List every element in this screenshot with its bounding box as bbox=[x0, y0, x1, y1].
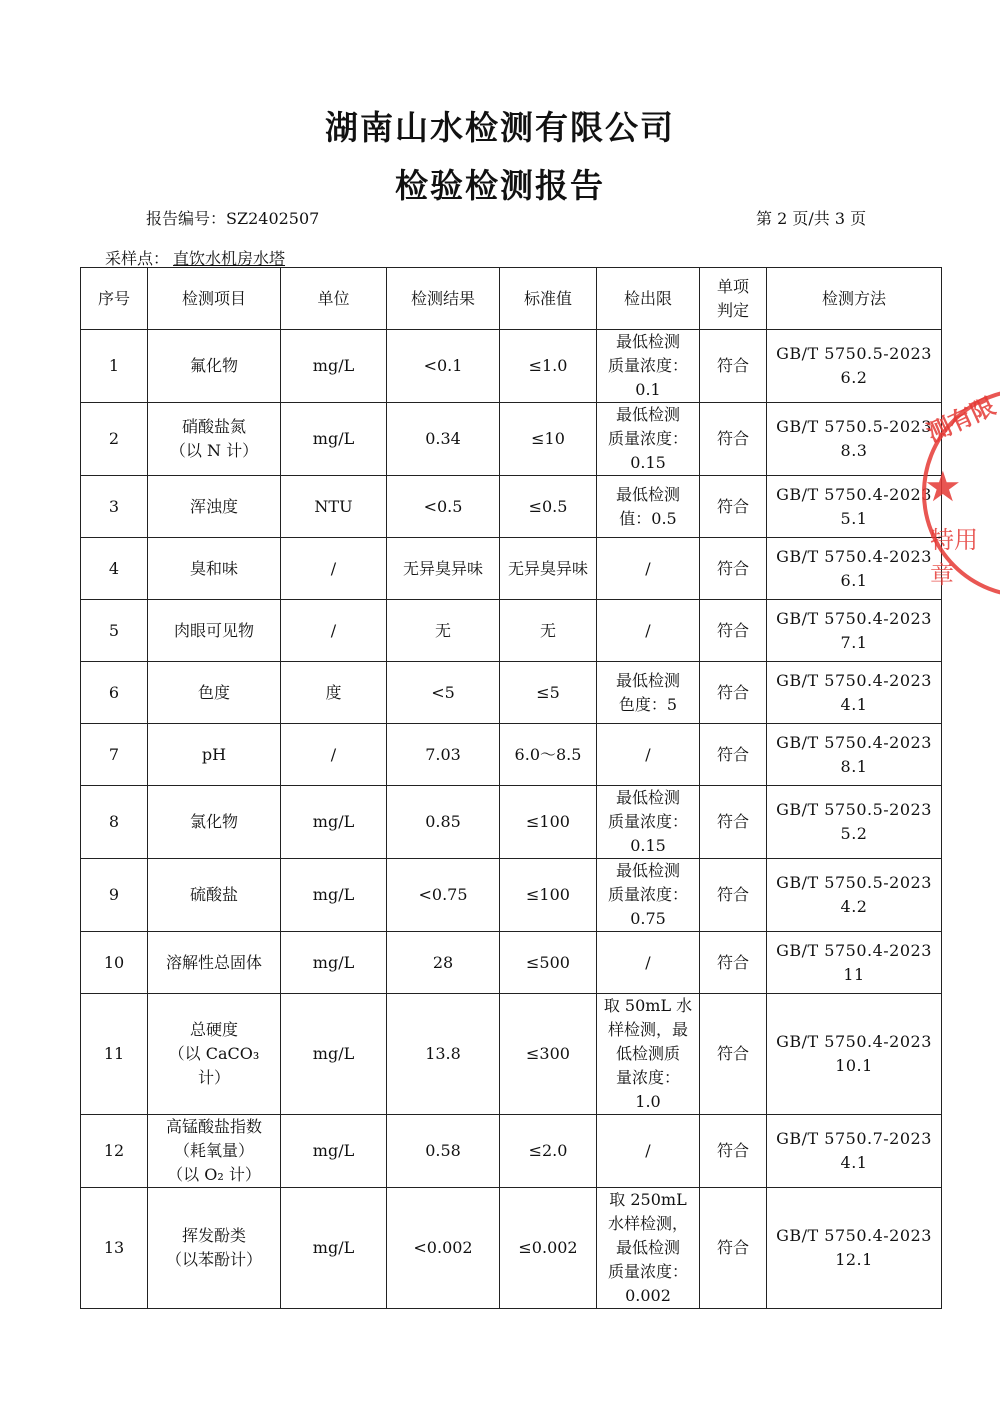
cell-verdict: 符合 bbox=[700, 538, 767, 600]
cell-no: 7 bbox=[81, 724, 148, 786]
cell-method-line: 10.1 bbox=[835, 1056, 873, 1075]
table-row bbox=[81, 932, 942, 994]
sampling-value: 直饮水机房水塔 bbox=[173, 249, 286, 268]
cell-method-line: GB/T 5750.5-2023 bbox=[776, 873, 932, 892]
cell-limit-line: 最低检测 bbox=[615, 332, 680, 351]
table-row bbox=[81, 600, 942, 662]
cell-method-line: 11 bbox=[843, 964, 865, 984]
cell-method-line: GB/T 5750.4-2023 bbox=[776, 940, 932, 960]
cell-method bbox=[767, 538, 942, 600]
page-indicator: 第 2 页/共 3 页 bbox=[756, 209, 867, 228]
table-row bbox=[81, 662, 942, 724]
cell-verdict: 符合 bbox=[700, 403, 767, 476]
table-row bbox=[81, 859, 942, 932]
cell-limit bbox=[597, 600, 700, 662]
cell-standard: ≤0.002 bbox=[500, 1188, 597, 1309]
cell-limit-line: 最低检测 bbox=[615, 1238, 680, 1257]
cell-no: 12 bbox=[81, 1115, 148, 1188]
cell-method-line: GB/T 5750.4-2023 bbox=[776, 1032, 932, 1051]
cell-item bbox=[148, 786, 281, 859]
col-header-unit: 单位 bbox=[281, 268, 387, 330]
cell-limit-line: 质量浓度： bbox=[607, 885, 688, 904]
cell-no: 11 bbox=[81, 994, 148, 1115]
cell-standard: 6.0～8.5 bbox=[500, 724, 597, 786]
cell-no: 2 bbox=[81, 403, 148, 476]
cell-limit-line: 0.002 bbox=[625, 1286, 671, 1305]
sampling-point bbox=[105, 246, 285, 269]
cell-standard: 无异臭异味 bbox=[500, 538, 597, 600]
cell-item-line: 溶解性总固体 bbox=[165, 952, 262, 972]
cell-no: 13 bbox=[81, 1188, 148, 1309]
cell-method bbox=[767, 1188, 942, 1309]
cell-standard: ≤10 bbox=[500, 403, 597, 476]
cell-standard: ≤300 bbox=[500, 994, 597, 1115]
cell-limit-line: / bbox=[645, 620, 651, 640]
cell-item-line: 氟化物 bbox=[189, 356, 238, 375]
cell-unit: NTU bbox=[281, 476, 387, 538]
cell-standard: ≤100 bbox=[500, 786, 597, 859]
cell-item bbox=[148, 476, 281, 538]
cell-unit: mg/L bbox=[281, 1115, 387, 1188]
cell-limit bbox=[597, 786, 700, 859]
cell-method-line: GB/T 5750.4-2023 bbox=[776, 670, 932, 690]
cell-result: 0.34 bbox=[387, 403, 500, 476]
cell-result: 0.85 bbox=[387, 786, 500, 859]
report-number: 报告编号：SZ2402507 bbox=[146, 209, 320, 228]
cell-method-line: 4.2 bbox=[840, 897, 868, 916]
cell-result: 7.03 bbox=[387, 724, 500, 786]
cell-item bbox=[148, 994, 281, 1115]
cell-limit-line: 0.1 bbox=[635, 380, 661, 399]
cell-limit-line: 最低检测 bbox=[615, 405, 680, 424]
cell-limit-line: 0.75 bbox=[630, 909, 666, 928]
cell-unit: 度 bbox=[281, 662, 387, 724]
cell-verdict: 符合 bbox=[700, 662, 767, 724]
cell-method-line: GB/T 5750.5-2023 bbox=[776, 344, 932, 363]
cell-result: <0.002 bbox=[387, 1188, 500, 1309]
cell-unit: mg/L bbox=[281, 994, 387, 1115]
results-table bbox=[80, 267, 942, 1309]
cell-item bbox=[148, 330, 281, 403]
cell-limit bbox=[597, 330, 700, 403]
cell-limit-line: / bbox=[645, 558, 651, 578]
cell-standard: ≤1.0 bbox=[500, 330, 597, 403]
cell-unit: mg/L bbox=[281, 330, 387, 403]
cell-method bbox=[767, 476, 942, 538]
cell-standard: ≤500 bbox=[500, 932, 597, 994]
cell-no: 5 bbox=[81, 600, 148, 662]
cell-verdict: 符合 bbox=[700, 330, 767, 403]
cell-method-line: GB/T 5750.5-2023 bbox=[776, 417, 932, 436]
cell-method bbox=[767, 932, 942, 994]
cell-method-line: GB/T 5750.4-2023 bbox=[776, 1226, 932, 1245]
cell-limit-line: 取 250mL bbox=[609, 1190, 687, 1209]
cell-method bbox=[767, 859, 942, 932]
cell-item-line: 臭和味 bbox=[189, 558, 238, 578]
cell-limit bbox=[597, 1188, 700, 1309]
cell-limit-line: 量浓度： bbox=[615, 1068, 680, 1087]
cell-limit-line: 质量浓度： bbox=[607, 1262, 688, 1281]
cell-limit-line: 质量浓度： bbox=[607, 356, 688, 375]
cell-item-line: 硫酸盐 bbox=[189, 885, 238, 904]
cell-method-line: 5.1 bbox=[840, 508, 868, 528]
cell-method-line: 6.2 bbox=[840, 368, 868, 387]
cell-limit bbox=[597, 724, 700, 786]
cell-unit: mg/L bbox=[281, 1188, 387, 1309]
cell-method-line: 4.1 bbox=[840, 694, 868, 714]
cell-verdict: 符合 bbox=[700, 1115, 767, 1188]
table-row bbox=[81, 1188, 942, 1309]
cell-limit-line: 0.15 bbox=[630, 453, 666, 472]
table-row bbox=[81, 994, 942, 1115]
cell-limit-line: 最低检测 bbox=[615, 484, 680, 504]
cell-item-line: （以 N 计） bbox=[169, 441, 259, 460]
cell-standard: ≤2.0 bbox=[500, 1115, 597, 1188]
cell-item bbox=[148, 724, 281, 786]
cell-method-line: 12.1 bbox=[835, 1250, 873, 1269]
sampling-label: 采样点： bbox=[105, 249, 170, 268]
cell-limit-line: 值：0.5 bbox=[619, 508, 677, 528]
cell-limit-line: 最低检测 bbox=[615, 861, 680, 880]
table-body bbox=[81, 330, 942, 1309]
table-row bbox=[81, 786, 942, 859]
cell-item-line: 硝酸盐氮 bbox=[181, 417, 246, 436]
cell-limit-line: 取 50mL 水 bbox=[603, 996, 693, 1015]
cell-limit bbox=[597, 538, 700, 600]
cell-item bbox=[148, 600, 281, 662]
cell-limit bbox=[597, 859, 700, 932]
table-header-row bbox=[81, 268, 942, 330]
cell-limit-line: 最低检测 bbox=[615, 788, 680, 807]
col-header-standard: 标准值 bbox=[500, 268, 597, 330]
cell-unit: / bbox=[281, 724, 387, 786]
col-header-no: 序号 bbox=[81, 268, 148, 330]
cell-item-line: （以 CaCO₃ bbox=[168, 1044, 260, 1063]
table-row bbox=[81, 476, 942, 538]
report-title: 检验检测报告 bbox=[395, 166, 605, 205]
cell-method-line: 6.1 bbox=[840, 570, 868, 590]
cell-method bbox=[767, 662, 942, 724]
cell-limit bbox=[597, 403, 700, 476]
col-header-result: 检测结果 bbox=[387, 268, 500, 330]
cell-limit-line: 水样检测， bbox=[607, 1214, 688, 1233]
cell-item-line: 挥发酚类 bbox=[181, 1226, 246, 1245]
col-header-item: 检测项目 bbox=[148, 268, 281, 330]
cell-verdict: 符合 bbox=[700, 600, 767, 662]
cell-limit bbox=[597, 1115, 700, 1188]
cell-verdict: 符合 bbox=[700, 724, 767, 786]
cell-limit-line: 0.15 bbox=[630, 836, 666, 855]
cell-unit: mg/L bbox=[281, 403, 387, 476]
cell-item-line: 浑浊度 bbox=[189, 496, 238, 516]
cell-method-line: 7.1 bbox=[840, 632, 868, 652]
cell-item bbox=[148, 859, 281, 932]
cell-method bbox=[767, 786, 942, 859]
cell-result: 13.8 bbox=[387, 994, 500, 1115]
cell-unit: mg/L bbox=[281, 786, 387, 859]
cell-method-line: 8.1 bbox=[840, 756, 868, 776]
stamp-text-top: 测有限 bbox=[922, 391, 1000, 448]
cell-limit-line: 最低检测 bbox=[615, 670, 680, 690]
cell-method bbox=[767, 600, 942, 662]
cell-no: 10 bbox=[81, 932, 148, 994]
cell-item bbox=[148, 662, 281, 724]
cell-no: 4 bbox=[81, 538, 148, 600]
table-row bbox=[81, 330, 942, 403]
cell-limit-line: 质量浓度： bbox=[607, 812, 688, 831]
cell-verdict: 符合 bbox=[700, 859, 767, 932]
table-row bbox=[81, 403, 942, 476]
cell-method-line: 5.2 bbox=[840, 824, 868, 843]
cell-unit: mg/L bbox=[281, 932, 387, 994]
cell-result: <5 bbox=[387, 662, 500, 724]
cell-no: 9 bbox=[81, 859, 148, 932]
cell-method-line: 8.3 bbox=[840, 441, 868, 460]
cell-result: 无 bbox=[387, 600, 500, 662]
cell-result: 0.58 bbox=[387, 1115, 500, 1188]
cell-method-line: GB/T 5750.4-2023 bbox=[776, 608, 932, 628]
cell-method bbox=[767, 724, 942, 786]
cell-no: 6 bbox=[81, 662, 148, 724]
cell-item-line: 色度 bbox=[197, 682, 230, 702]
cell-item-line: 高锰酸盐指数 bbox=[165, 1117, 262, 1136]
table-row bbox=[81, 538, 942, 600]
cell-verdict: 符合 bbox=[700, 476, 767, 538]
cell-method bbox=[767, 330, 942, 403]
cell-result: <0.1 bbox=[387, 330, 500, 403]
cell-method-line: GB/T 5750.4-2023 bbox=[776, 732, 932, 752]
cell-item bbox=[148, 1115, 281, 1188]
cell-method-line: GB/T 5750.7-2023 bbox=[776, 1129, 932, 1148]
cell-verdict: 符合 bbox=[700, 786, 767, 859]
cell-result: <0.75 bbox=[387, 859, 500, 932]
cell-item-line: （以 O₂ 计） bbox=[167, 1165, 261, 1184]
cell-limit-line: 样检测，最 bbox=[607, 1020, 688, 1039]
cell-item-line: 氯化物 bbox=[189, 812, 238, 831]
cell-limit-line: / bbox=[645, 1141, 651, 1160]
cell-item-line: （以苯酚计） bbox=[165, 1250, 262, 1269]
cell-method-line: GB/T 5750.4-2023 bbox=[776, 484, 932, 504]
cell-item-line: pH bbox=[201, 744, 227, 764]
cell-method-line: 4.1 bbox=[840, 1153, 868, 1172]
star-icon: ★ bbox=[924, 462, 962, 511]
cell-standard: ≤5 bbox=[500, 662, 597, 724]
cell-limit bbox=[597, 662, 700, 724]
cell-unit: / bbox=[281, 538, 387, 600]
cell-method bbox=[767, 1115, 942, 1188]
cell-item bbox=[148, 538, 281, 600]
cell-limit-line: 低检测质 bbox=[615, 1044, 680, 1063]
cell-limit-line: 1.0 bbox=[635, 1092, 661, 1111]
company-name: 湖南山水检测有限公司 bbox=[325, 108, 675, 147]
cell-limit-line: / bbox=[645, 952, 651, 972]
col-header-verdict: 单项判定 bbox=[700, 268, 767, 330]
cell-limit bbox=[597, 932, 700, 994]
table-row bbox=[81, 1115, 942, 1188]
cell-verdict: 符合 bbox=[700, 932, 767, 994]
cell-limit bbox=[597, 994, 700, 1115]
stamp-text-bottom: 特用章 bbox=[930, 526, 978, 589]
cell-limit-line: 质量浓度： bbox=[607, 429, 688, 448]
cell-no: 3 bbox=[81, 476, 148, 538]
cell-limit-line: / bbox=[645, 744, 651, 764]
cell-method-line: GB/T 5750.4-2023 bbox=[776, 546, 932, 566]
col-header-method: 检测方法 bbox=[767, 268, 942, 330]
table-row bbox=[81, 724, 942, 786]
cell-standard: ≤100 bbox=[500, 859, 597, 932]
cell-item-line: （耗氧量） bbox=[173, 1141, 254, 1160]
cell-unit: mg/L bbox=[281, 859, 387, 932]
cell-limit bbox=[597, 476, 700, 538]
cell-item bbox=[148, 932, 281, 994]
cell-item-line: 肉眼可见物 bbox=[173, 620, 254, 640]
cell-no: 8 bbox=[81, 786, 148, 859]
cell-unit: / bbox=[281, 600, 387, 662]
cell-item-line: 总硬度 bbox=[189, 1020, 238, 1039]
cell-verdict: 符合 bbox=[700, 994, 767, 1115]
cell-item bbox=[148, 1188, 281, 1309]
col-header-limit: 检出限 bbox=[597, 268, 700, 330]
cell-verdict: 符合 bbox=[700, 1188, 767, 1309]
cell-method bbox=[767, 403, 942, 476]
cell-result: <0.5 bbox=[387, 476, 500, 538]
cell-limit-line: 色度：5 bbox=[618, 694, 678, 714]
cell-no: 1 bbox=[81, 330, 148, 403]
cell-item-line: 计） bbox=[197, 1068, 230, 1087]
cell-item bbox=[148, 403, 281, 476]
cell-standard: ≤0.5 bbox=[500, 476, 597, 538]
cell-method bbox=[767, 994, 942, 1115]
cell-standard: 无 bbox=[500, 600, 597, 662]
cell-method-line: GB/T 5750.5-2023 bbox=[776, 800, 932, 819]
cell-result: 28 bbox=[387, 932, 500, 994]
cell-result: 无异臭异味 bbox=[387, 538, 500, 600]
